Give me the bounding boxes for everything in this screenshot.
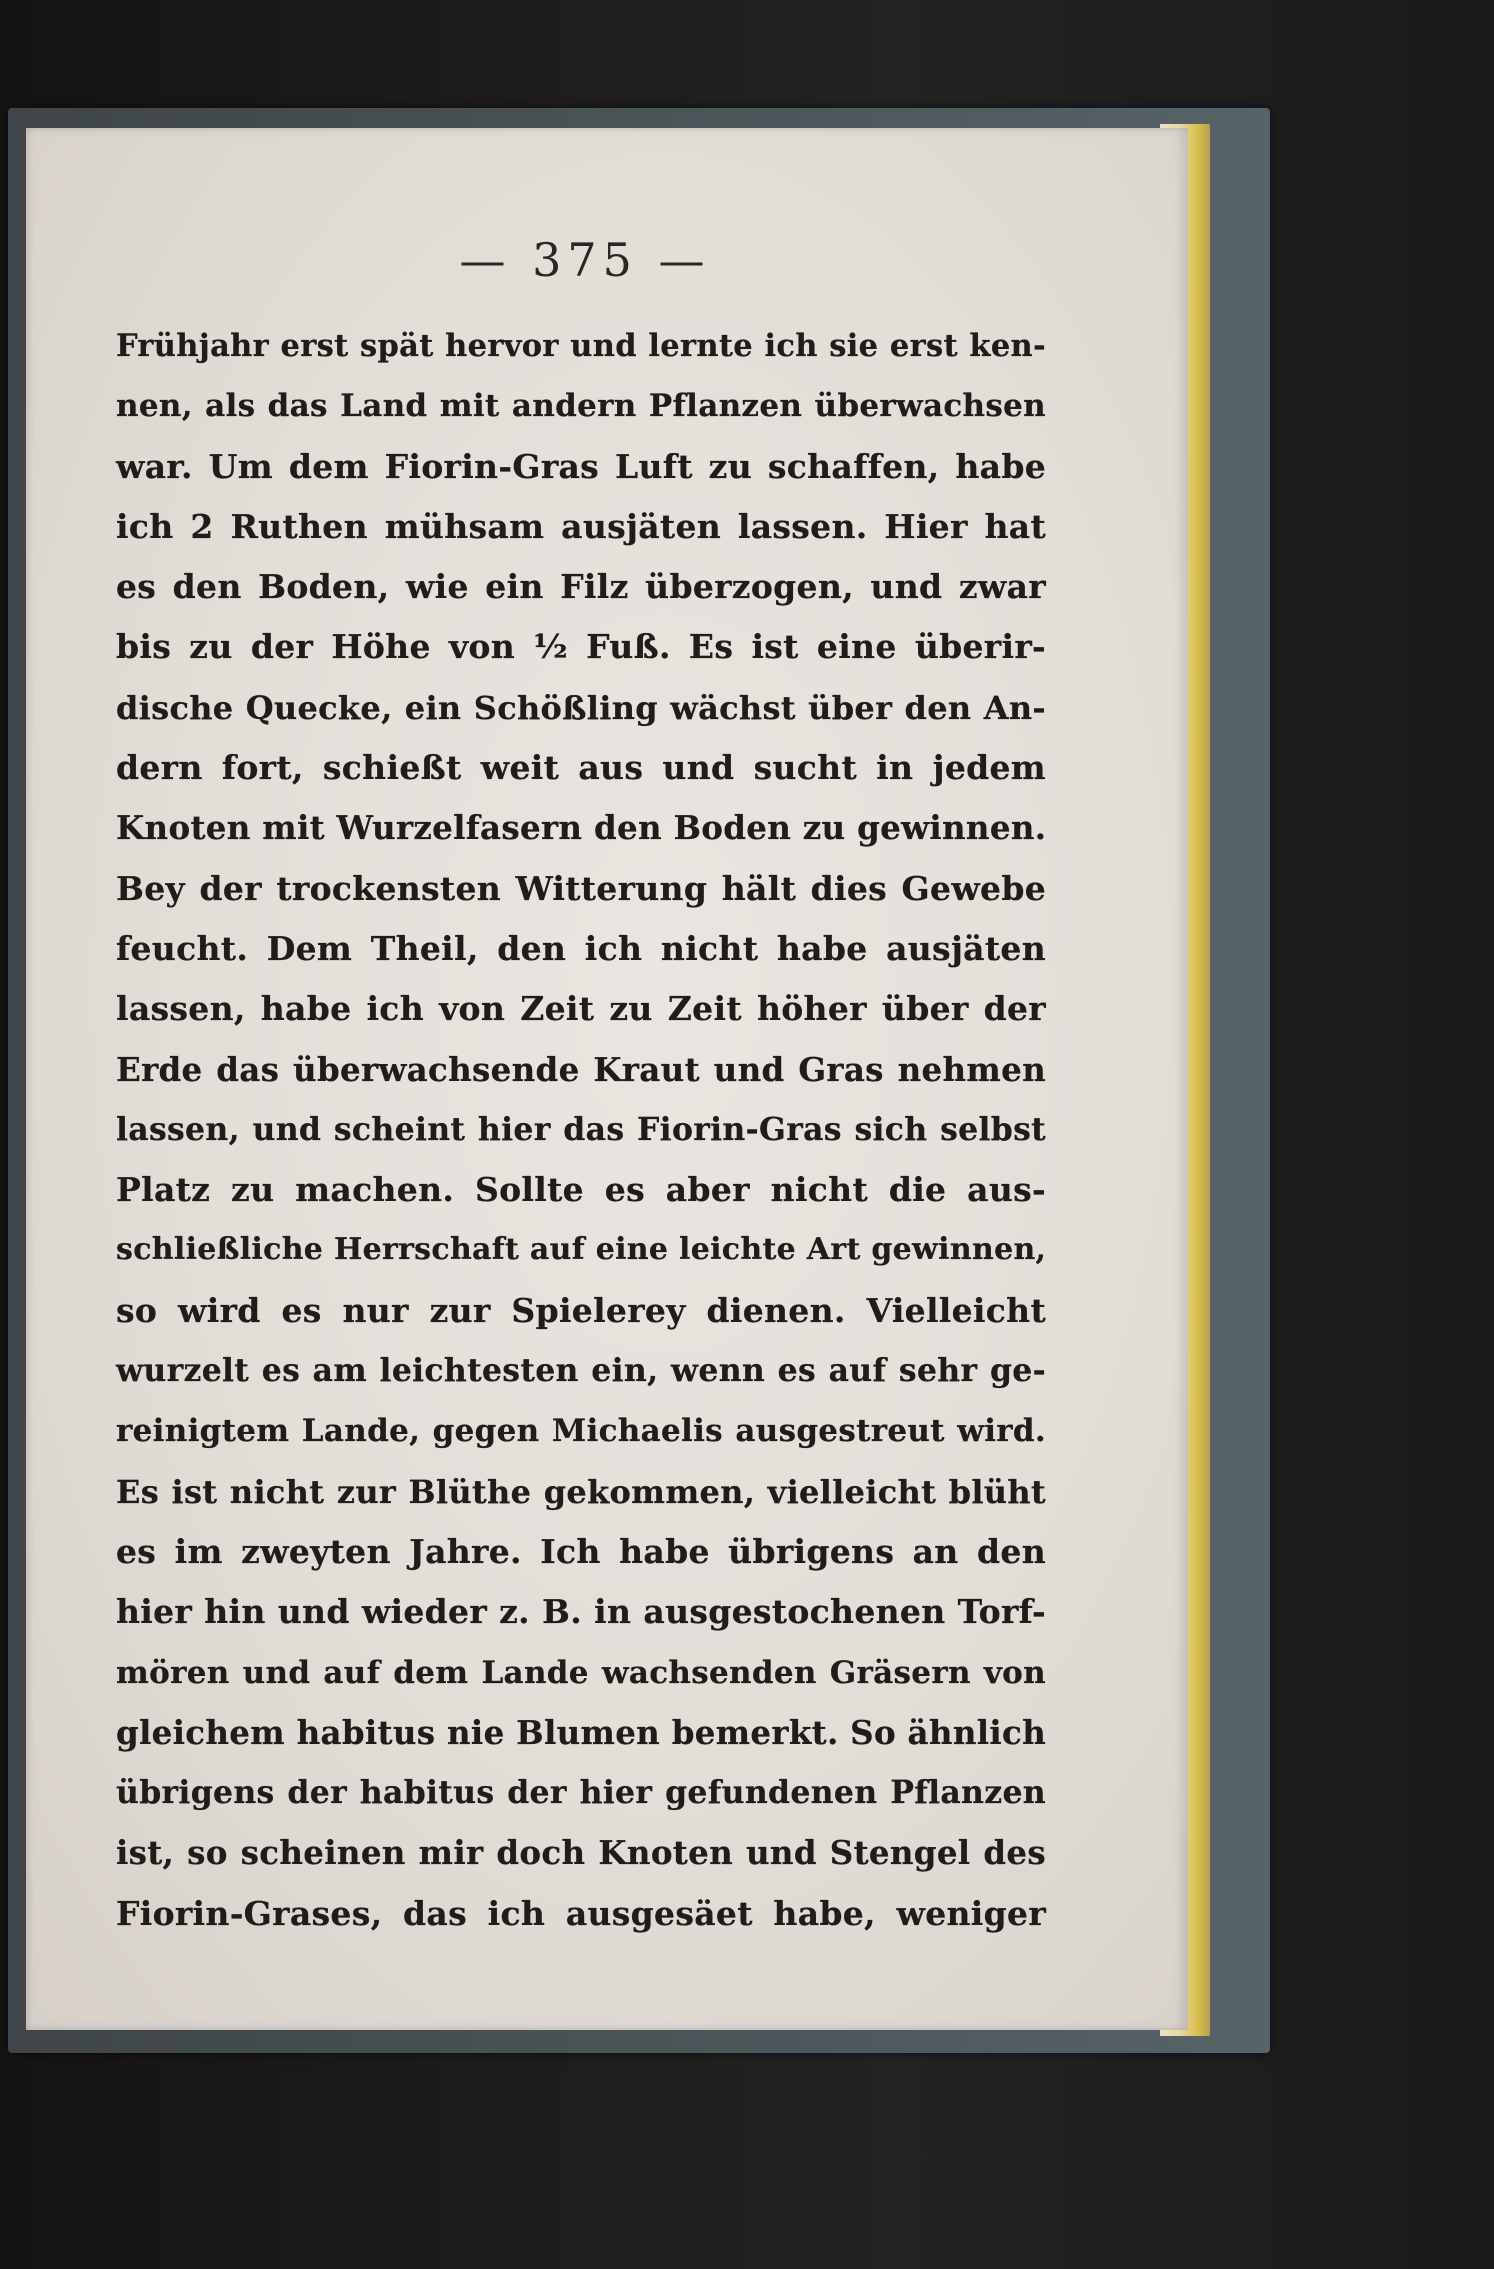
- text-line: schließliche Herrschaft auf eine leichte Art gewinnen,: [116, 1232, 1047, 1268]
- text-line: nen, als das Land mit andern Pflanzen überwachsen: [116, 388, 1046, 425]
- text-line: Erde das überwachsende Kraut und Gras nehmen: [116, 1049, 1046, 1089]
- text-line: Es ist nicht zur Blüthe gekommen, vielleicht blüht: [116, 1472, 1046, 1511]
- body-text: [116, 316, 1046, 1944]
- text-line: es den Boden, wie ein Filz überzogen, und zwar: [116, 567, 1046, 607]
- text-line: lassen, und scheint hier das Fiorin-Gras sich selbst: [116, 1110, 1046, 1148]
- text-line: lassen, habe ich von Zeit zu Zeit höher über der: [116, 989, 1046, 1029]
- text-line: Frühjahr erst spät hervor und lernte ich sie erst ken-: [116, 328, 1046, 364]
- text-line: feucht. Dem Theil, den ich nicht habe ausjäten: [116, 928, 1046, 968]
- text-line: Platz zu machen. Sollte es aber nicht die aus-: [116, 1170, 1046, 1210]
- text-line: bis zu der Höhe von ½ Fuß. Es ist eine überir-: [116, 627, 1046, 667]
- book-page: [26, 128, 1188, 2030]
- text-line: so wird es nur zur Spielerey dienen. Vielleicht: [116, 1290, 1046, 1330]
- text-line: Knoten mit Wurzelfasern den Boden zu gewinnen.: [116, 808, 1047, 848]
- text-line: ich 2 Ruthen mühsam ausjäten lassen. Hier hat: [116, 506, 1046, 546]
- text-line: hier hin und wieder z. B. in ausgestochenen Torf-: [116, 1592, 1046, 1632]
- text-line: dern fort, schießt weit aus und sucht in jedem: [116, 748, 1046, 788]
- text-line: gleichem habitus nie Blumen bemerkt. So ähnlich: [116, 1712, 1047, 1752]
- text-line: wurzelt es am leichtesten ein, wenn es auf sehr ge-: [116, 1352, 1046, 1390]
- text-line: reinigtem Lande, gegen Michaelis ausgestreut wird.: [116, 1413, 1046, 1450]
- text-line: Bey der trockensten Witterung hält dies Gewebe: [116, 868, 1046, 908]
- text-line: Fiorin-Grases, das ich ausgesäet habe, weniger: [116, 1893, 1046, 1933]
- text-line: übrigens der habitus der hier gefundenen Pflanzen: [116, 1774, 1046, 1812]
- page-number: — 375 —: [459, 233, 711, 287]
- text-line: ist, so scheinen mir doch Knoten und Stengel des: [116, 1833, 1046, 1873]
- text-line: es im zweyten Jahre. Ich habe übrigens an den: [116, 1531, 1046, 1571]
- text-line: war. Um dem Fiorin-Gras Luft zu schaffen, habe: [116, 446, 1046, 486]
- text-line: mören und auf dem Lande wachsenden Gräsern von: [116, 1654, 1046, 1691]
- text-line: dische Quecke, ein Schößling wächst über den An-: [116, 688, 1046, 727]
